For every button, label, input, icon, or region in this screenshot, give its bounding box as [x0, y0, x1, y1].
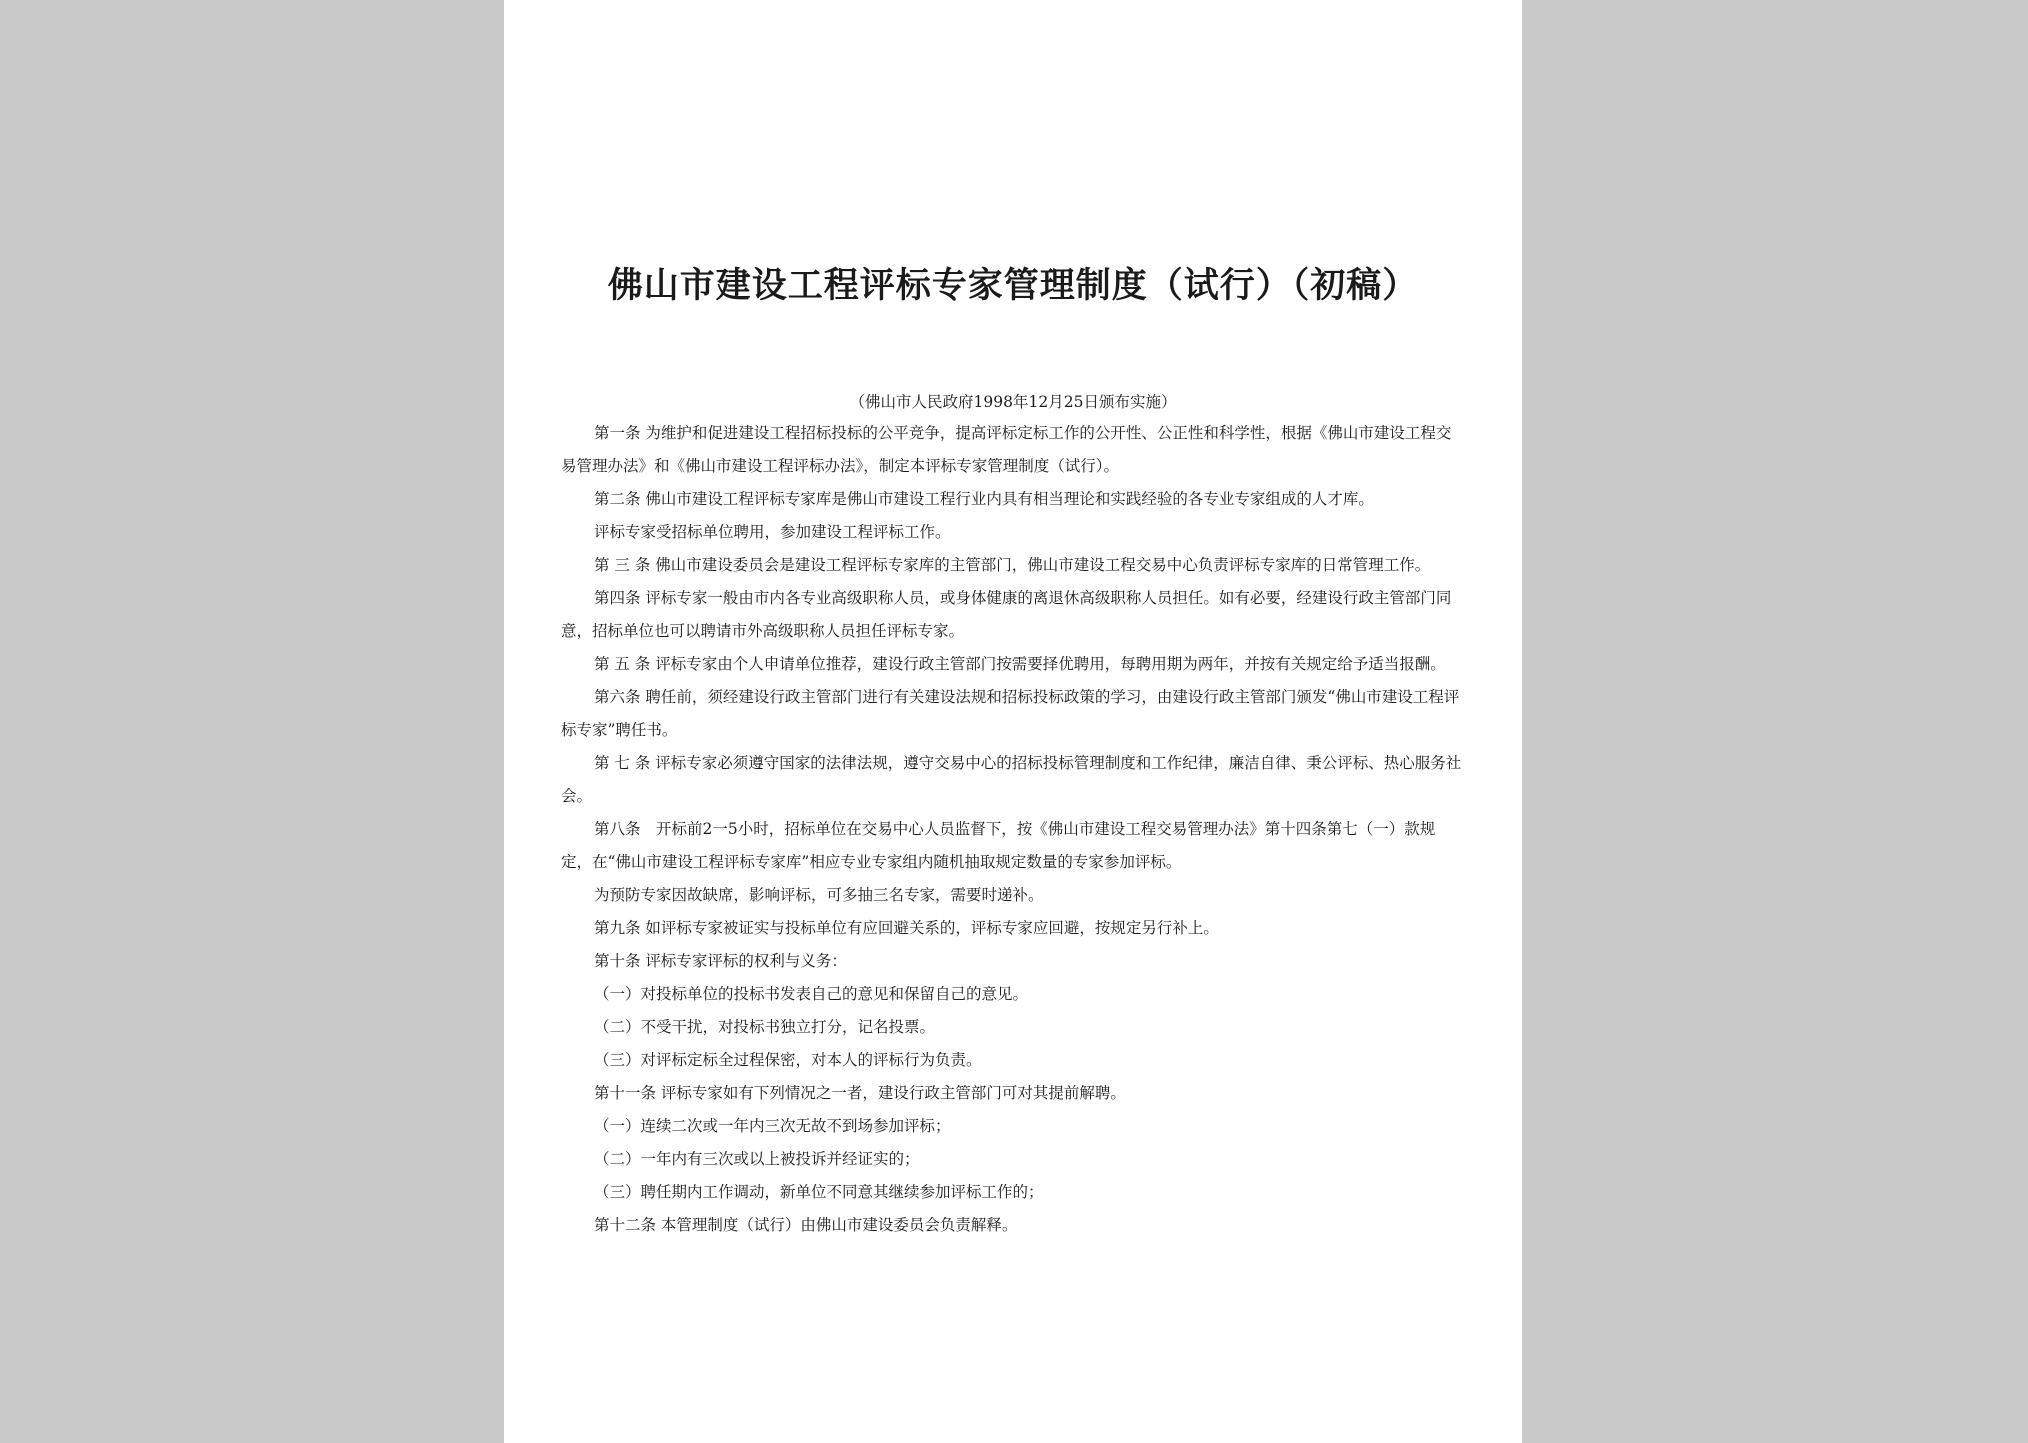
article-3: 第 三 条 佛山市建设委员会是建设工程评标专家库的主管部门，佛山市建设工程交易中心负责评标专家库的日常管理工作。	[594, 556, 1431, 574]
article-9: 第九条 如评标专家被证实与投标单位有应回避关系的，评标专家应回避，按规定另行补上。	[594, 919, 1219, 937]
article-5: 第 五 条 评标专家由个人申请单位推荐，建设行政主管部门按需要择优聘用，每聘用期为两年，并按有关规定给予适当报酬。	[594, 655, 1446, 673]
article-11-item-1: （一）连续二次或一年内三次无故不到场参加评标；	[594, 1117, 951, 1135]
document-title: 佛山市建设工程评标专家管理制度（试行）（初稿）	[607, 265, 1419, 306]
article-8-continuation: 为预防专家因故缺席，影响评标，可多抽三名专家，需要时递补。	[594, 886, 1044, 904]
article-10: 第十条 评标专家评标的权利与义务：	[594, 952, 847, 970]
article-2-continuation: 评标专家受招标单位聘用，参加建设工程评标工作。	[594, 523, 951, 541]
article-10-item-2: （二）不受干扰，对投标书独立打分，记名投票。	[594, 1018, 936, 1036]
article-6: 第六条 聘任前，须经建设行政主管部门进行有关建设法规和招标投标政策的学习，由建设行政主管部门颁发“佛山市建设工程评标专家”聘任书。	[561, 688, 1460, 739]
article-11-item-2: （二）一年内有三次或以上被投诉并经证实的；	[594, 1150, 920, 1168]
document-subtitle: （佛山市人民政府1998年12月25日颁布实施）	[849, 393, 1177, 411]
document-body	[561, 417, 1466, 1242]
article-7: 第 七 条 评标专家必须遵守国家的法律法规，遵守交易中心的招标投标管理制度和工作纪律，廉洁自律、秉公评标、热心服务社会。	[561, 754, 1462, 805]
article-2: 第二条 佛山市建设工程评标专家库是佛山市建设工程行业内具有相当理论和实践经验的各专业专家组成的人才库。	[594, 490, 1374, 508]
article-8: 第八条 开标前2一5小时，招标单位在交易中心人员监督下，按《佛山市建设工程交易管理办法》第十四条第七（一）款规定，在“佛山市建设工程评标专家库”相应专业专家组内随机抽取规定数量的专家参加评标。	[561, 820, 1436, 871]
article-11-item-3: （三）聘任期内工作调动，新单位不同意其继续参加评标工作的；	[594, 1183, 1044, 1201]
article-1: 第一条 为维护和促进建设工程招标投标的公平竞争，提高评标定标工作的公开性、公正性和科学性，根据《佛山市建设工程交易管理办法》和《佛山市建设工程评标办法》，制定本评标专家管理制度（试行）。	[561, 424, 1452, 475]
article-12: 第十二条 本管理制度（试行）由佛山市建设委员会负责解释。	[594, 1216, 1018, 1234]
document-page	[504, 0, 1522, 1443]
article-4: 第四条 评标专家一般由市内各专业高级职称人员，或身体健康的离退休高级职称人员担任。如有必要，经建设行政主管部门同意，招标单位也可以聘请市外高级职称人员担任评标专家。	[561, 589, 1452, 640]
article-10-item-1: （一）对投标单位的投标书发表自己的意见和保留自己的意见。	[594, 985, 1029, 1003]
article-10-item-3: （三）对评标定标全过程保密，对本人的评标行为负责。	[594, 1051, 982, 1069]
article-11: 第十一条 评标专家如有下列情况之一者，建设行政主管部门可对其提前解聘。	[594, 1084, 1126, 1102]
